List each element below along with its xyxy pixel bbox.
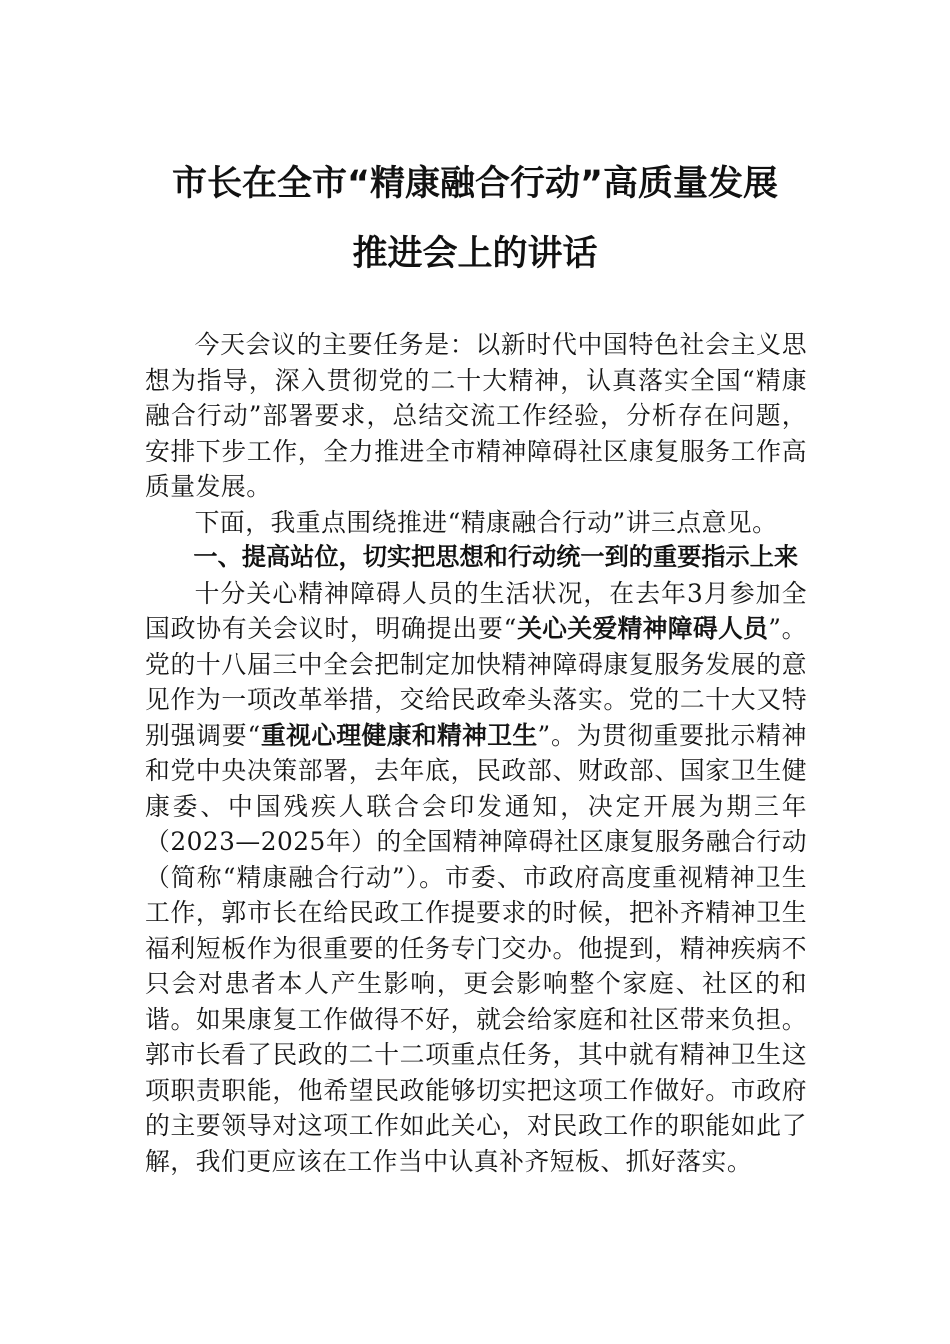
section-heading-1: 一、提高站位，切实把思想和行动统一到的重要指示上来 xyxy=(193,543,799,571)
paragraph-outline: 下面，我重点围绕推进“精康融合行动”讲三点意见。 xyxy=(194,507,778,537)
paragraph-intro: 今天会议的主要任务是：以新时代中国特色社会主义思想为指导，深入贯彻党的二十大精神，认真落实全国“精康融合行动”部署要求，总结交流工作经验，分析存在问题，安排下步工作，全力推进全市精神障碍社区康复服务工作高质量发展。 xyxy=(145,330,807,501)
document-body xyxy=(145,327,807,1179)
paragraph-text: ”。党的十八届三中全会把制定加快精神障碍康复服务发展的意见作为一项改革举措，交给民政牵头落实。党的二十大又特别强调要“ xyxy=(145,614,807,750)
emphasized-quote: 关心关爱精神障碍人员 xyxy=(516,614,769,643)
paragraph-section-1 xyxy=(145,576,807,1180)
paragraph-text: ”。为贯彻重要批示精神和党中央决策部署，去年底，民政部、财政部、国家卫生健康委、中国残疾人联合会印发通知，决定开展为期三年（2023—2025年）的全国精神障碍社区康复服务融合行动（简称“精康融合行动”）。市委、市政府高度重视精神卫生工作，郭市长在给民政工作提要求的时候，把补齐精神卫生福利短板作为很重要的任务专门交办。他提到，精神疾病不只会对患者本人产生影响，更会影响整个家庭、社区的和谐。如果康复工作做得不好，就会给家庭和社区带来负担。郭市长看了民政的二十二项重点任务，其中就有精神卫生这项职责职能，他希望民政能够切实把这项工作做好。市政府的主要领导对这项工作如此关心，对民政工作的职能如此了解，我们更应该在工作当中认真补齐短板、抓好落实。 xyxy=(145,720,807,1176)
document-title-line-1: 市长在全市“精康融合行动”高质量发展 xyxy=(171,164,778,204)
emphasized-quote: 重视心理健康和精神卫生 xyxy=(260,720,538,750)
document-title-line-2: 推进会上的讲话 xyxy=(352,234,598,274)
paragraph-text: 十分关心精神障碍人员的生活状况，在去年3月参加全国政协有关会议时，明确提出要“ xyxy=(145,578,807,643)
